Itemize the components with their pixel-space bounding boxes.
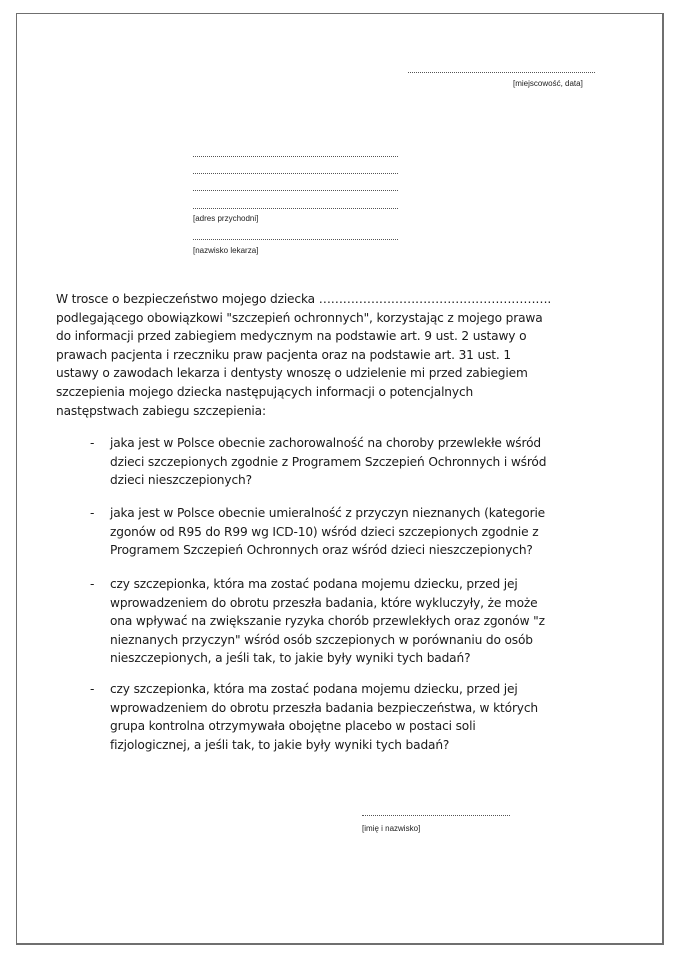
intro-line: W trosce o bezpieczeństwo mojego dziecka …………………………………………………. xyxy=(56,292,552,306)
bullet-dash: - xyxy=(90,506,95,520)
intro-line: do informacji przed zabiegiem medycznym na podstawie art. 9 ust. 2 ustawy o xyxy=(56,329,527,344)
signature-line xyxy=(362,815,510,817)
question-line: czy szczepionka, która ma zostać podana mojemu dziecku, przed jej xyxy=(110,682,518,696)
clinic-address-line-4 xyxy=(193,208,398,210)
question-line: jaka jest w Polsce obecnie zachorowalność na choroby przewlekłe wśród xyxy=(110,436,541,450)
question-line: ona wpływać na zwiększanie ryzyka chorób przewlekłych oraz zgonów "z xyxy=(110,614,545,629)
place-date-label: [miejscowość, data] xyxy=(513,79,583,88)
clinic-address-label: [adres przychodni] xyxy=(193,214,259,223)
bullet-dash: - xyxy=(90,436,95,450)
clinic-address-line-1 xyxy=(193,156,398,158)
question-line: dzieci szczepionych zgodnie z Programem Szczepień Ochronnych i wśród xyxy=(110,454,547,469)
question-line: jaka jest w Polsce obecnie umieralność z przyczyn nieznanych (kategorie xyxy=(110,506,546,520)
question-line: wprowadzeniem do obrotu przeszła badania bezpieczeństwa, w których xyxy=(110,700,538,715)
intro-line: podlegającego obowiązkowi "szczepień ochronnych", korzystając z mojego prawa xyxy=(56,310,543,325)
signature-name-label: [imię i nazwisko] xyxy=(362,824,421,833)
doctor-name-label: [nazwisko lekarza] xyxy=(193,246,259,255)
doctor-name-line xyxy=(193,239,398,241)
clinic-address-line-2 xyxy=(193,173,398,175)
question-line: wprowadzeniem do obrotu przeszła badania, które wykluczyły, że może xyxy=(110,595,538,610)
question-line: zgonów od R95 do R99 wg ICD-10) wśród dzieci szczepionych zgodnie z xyxy=(110,524,539,539)
question-line: czy szczepionka, która ma zostać podana mojemu dziecku, przed jej xyxy=(110,577,518,591)
place-date-field-line xyxy=(408,72,595,74)
question-line: dzieci nieszczepionych? xyxy=(110,473,252,488)
clinic-address-line-3 xyxy=(193,190,398,192)
question-line: nieznanych przyczyn" wśród osób szczepionych w porównaniu do osób xyxy=(110,632,533,647)
question-line: Programem Szczepień Ochronnych oraz wśród dzieci nieszczepionych? xyxy=(110,543,533,558)
bullet-dash: - xyxy=(90,577,95,591)
intro-line: szczepienia mojego dziecka następujących informacji o potencjalnych xyxy=(56,384,474,399)
bullet-dash: - xyxy=(90,682,95,696)
intro-paragraph xyxy=(56,290,616,420)
question-line: fizjologicznej, a jeśli tak, to jakie były wyniki tych badań? xyxy=(110,737,450,752)
intro-line: następstwach zabiegu szczepienia: xyxy=(56,403,266,418)
question-line: nieszczepionych, a jeśli tak, to jakie były wyniki tych badań? xyxy=(110,651,471,666)
question-line: grupa kontrolna otrzymywała obojętne placebo w postaci soli xyxy=(110,719,476,734)
intro-line: prawach pacjenta i rzeczniku praw pacjenta oraz na podstawie art. 31 ust. 1 xyxy=(56,347,511,362)
intro-line: ustawy o zawodach lekarza i dentysty wnoszę o udzielenie mi przed zabiegiem xyxy=(56,366,528,381)
